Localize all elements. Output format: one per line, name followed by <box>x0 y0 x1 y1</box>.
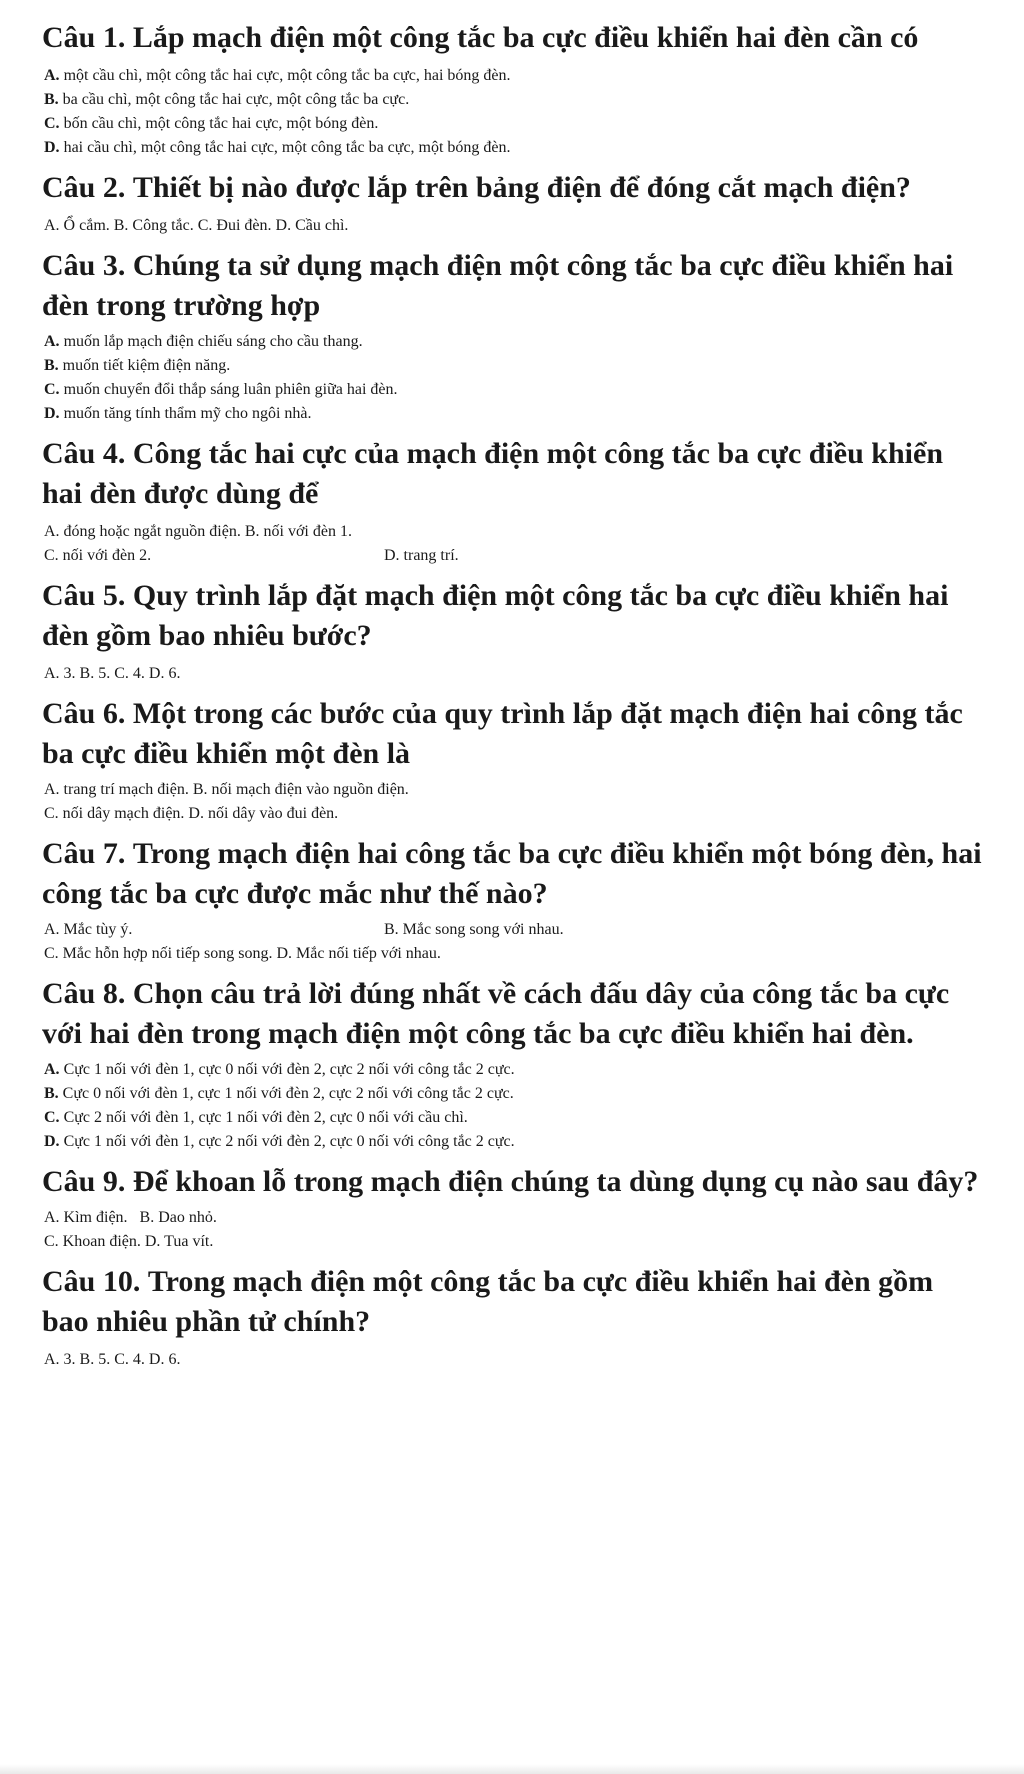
question-1 <box>42 18 984 58</box>
options-line: C. nối dây mạch điện. D. nối dây vào đui đèn. <box>44 805 339 822</box>
question-text: Trong mạch điện hai công tắc ba cực điều khiển một bóng đèn, hai công tắc ba cực được mắc như thế nào? <box>42 837 982 910</box>
question-number: Câu 7. <box>42 837 126 870</box>
options-row <box>44 544 984 568</box>
question-9 <box>42 1162 984 1202</box>
option-a <box>44 330 984 354</box>
question-3 <box>42 246 984 326</box>
question-7 <box>42 834 984 914</box>
question-text-pre: Chọn câu trả lời <box>132 977 342 1010</box>
question-text: Chúng ta sử dụng mạch điện một công tắc ba cực điều khiển hai đèn trong trường hợp <box>42 249 954 322</box>
option-label: B. <box>44 91 59 108</box>
question-text: Thiết bị nào được lắp trên bảng điện để đóng cắt mạch điện? <box>132 171 911 204</box>
option-label: D. <box>44 405 60 422</box>
option-label: B. <box>44 357 59 374</box>
option-label: C. <box>44 1109 60 1126</box>
option-text: Cực 2 nối với đèn 1, cực 1 nối với đèn 2, cực 0 nối với cầu chì. <box>63 1109 468 1126</box>
options-line: A. trang trí mạch điện. B. nối mạch điện vào nguồn điện. <box>44 781 409 798</box>
option-label: B. <box>44 1085 59 1102</box>
options-line: C. Mắc hỗn hợp nối tiếp song song. D. Mắc nối tiếp với nhau. <box>44 945 441 962</box>
options-line: A. 3. B. 5. C. 4. D. 6. <box>44 1351 181 1368</box>
options-line: A. Kìm điện. B. Dao nhỏ. <box>44 1209 217 1226</box>
option-c <box>44 378 984 402</box>
question-number: Câu 4. <box>42 437 126 470</box>
option-b <box>44 88 984 112</box>
option-c <box>44 1106 984 1130</box>
option-text: muốn chuyển đổi thắp sáng luân phiên giữa hai đèn. <box>63 381 398 398</box>
question-number: Câu 3. <box>42 249 126 282</box>
option-d <box>44 402 984 426</box>
option-a <box>44 1058 984 1082</box>
question-number: Câu 9. <box>42 1165 126 1198</box>
option-a <box>44 64 984 88</box>
option-label: C. <box>44 381 60 398</box>
option-text: hai cầu chì, một công tắc hai cực, một công tắc ba cực, một bóng đèn. <box>63 139 511 156</box>
page-bottom-edge <box>0 1764 1024 1774</box>
question-text: Quy trình lắp đặt mạch điện một công tắc ba cực điều khiển hai đèn gồm bao nhiêu bước? <box>42 579 949 652</box>
option-label: C. <box>44 115 60 132</box>
question-5 <box>42 576 984 656</box>
question-text: Trong mạch điện một công tắc ba cực điều khiển hai đèn gồm bao nhiêu phần tử chính? <box>42 1265 934 1338</box>
option-d: D. trang trí. <box>384 547 459 564</box>
question-number: Câu 10. <box>42 1265 141 1298</box>
option-d <box>44 1130 984 1154</box>
option-b <box>44 354 984 378</box>
option-text: Cực 1 nối với đèn 1, cực 2 nối với đèn 2, cực 0 nối với công tắc 2 cực. <box>63 1133 515 1150</box>
question-text: Để khoan lỗ trong mạch điện chúng ta dùng dụng cụ nào sau đây? <box>132 1165 979 1198</box>
option-d <box>44 136 984 160</box>
question-8 <box>42 974 984 1054</box>
option-text: Cực 0 nối với đèn 1, cực 1 nối với đèn 2, cực 2 nối với công tắc 2 cực. <box>62 1085 514 1102</box>
option-label: A. <box>44 333 60 350</box>
question-text: Công tắc hai cực của mạch điện một công tắc ba cực điều khiển hai đèn được dùng để <box>42 437 944 510</box>
question-10 <box>42 1262 984 1342</box>
option-text: muốn lắp mạch điện chiếu sáng cho cầu thang. <box>63 333 363 350</box>
question-text: Một trong các bước của quy trình lắp đặt mạch điện hai công tắc ba cực điều khiển một đèn là <box>42 697 963 770</box>
option-b: B. Mắc song song với nhau. <box>384 921 564 938</box>
option-text: ba cầu chì, một công tắc hai cực, một công tắc ba cực. <box>62 91 410 108</box>
options-row <box>44 918 984 942</box>
option-text: một cầu chì, một công tắc hai cực, một công tắc ba cực, hai bóng đèn. <box>63 67 511 84</box>
question-text-emphasis: đúng <box>349 977 415 1010</box>
option-label: D. <box>44 139 60 156</box>
question-number: Câu 8. <box>42 977 126 1010</box>
options-line: A. Ổ cắm. B. Công tắc. C. Đui đèn. D. Cầu chì. <box>44 217 349 234</box>
question-2 <box>42 168 984 208</box>
question-number: Câu 2. <box>42 171 126 204</box>
option-b <box>44 1082 984 1106</box>
option-text: muốn tiết kiệm điện năng. <box>62 357 231 374</box>
option-label: A. <box>44 67 60 84</box>
question-number: Câu 5. <box>42 579 126 612</box>
options-line: A. đóng hoặc ngắt nguồn điện. B. nối với đèn 1. <box>44 523 352 540</box>
option-text: Cực 1 nối với đèn 1, cực 0 nối với đèn 2, cực 2 nối với công tắc 2 cực. <box>63 1061 515 1078</box>
option-label: D. <box>44 1133 60 1150</box>
question-text: Lắp mạch điện một công tắc ba cực điều khiển hai đèn cần có <box>132 21 919 54</box>
option-label: A. <box>44 1061 60 1078</box>
option-text: bốn cầu chì, một công tắc hai cực, một bóng đèn. <box>63 115 379 132</box>
question-4 <box>42 434 984 514</box>
question-number: Câu 1. <box>42 21 126 54</box>
option-text: muốn tăng tính thẩm mỹ cho ngôi nhà. <box>63 405 312 422</box>
option-c <box>44 112 984 136</box>
option-a: A. Mắc tùy ý. <box>44 921 133 938</box>
options-line: A. 3. B. 5. C. 4. D. 6. <box>44 665 181 682</box>
question-number: Câu 6. <box>42 697 126 730</box>
options-line: C. Khoan điện. D. Tua vít. <box>44 1233 214 1250</box>
question-text-post: nhất về cách đấu dây của công tắc ba cực với hai đèn trong mạch điện một công tắc ba cực điều khiển hai đèn. <box>42 977 950 1050</box>
question-6 <box>42 694 984 774</box>
option-c: C. nối với đèn 2. <box>44 547 152 564</box>
